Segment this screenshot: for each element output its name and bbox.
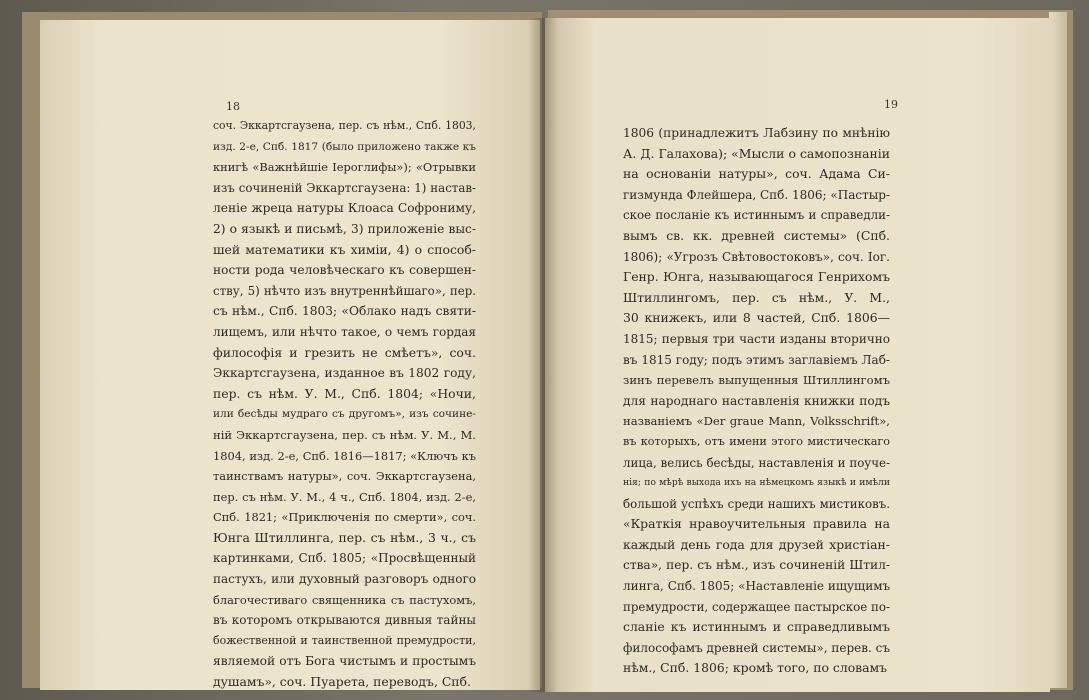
text-line: премудрости, содержащее пастырское по- [623, 599, 890, 614]
text-line: ское посланіе къ истиннымъ и справедли- [623, 208, 890, 223]
text-line: на основаніи натуры», соч. Адама Си- [623, 166, 890, 182]
text-line: Штиллингомъ, пер. съ нѣм., У. М., [623, 289, 890, 305]
right-page-text [623, 123, 890, 679]
text-line: благочестиваго священника съ пастухомъ, [213, 592, 476, 607]
text-line: каждый день года для друзей христіан- [623, 536, 890, 552]
text-line: являемой отъ Бога чистымъ и простымъ [213, 654, 476, 669]
text-line: таинствамъ натуры», соч. Эккартсгаузена, [213, 469, 476, 484]
text-line: шей математики къ химіи, 4) о способ- [213, 241, 476, 257]
text-line: изъ сочиненій Эккартсгаузена: 1) настав- [213, 180, 476, 195]
text-line: для народнаго наставленія книжки подъ [623, 393, 890, 408]
text-line: съ нѣм., Спб. 1803; «Облако надъ святи- [213, 304, 476, 319]
text-line: въ которыхъ, отъ имени этого мистическаго [623, 434, 890, 448]
text-line: Генр. Юнга, называющагося Генрихомъ [623, 269, 890, 285]
text-line: 30 книжекъ, или 8 частей, Спб. 1806— [623, 310, 890, 326]
text-line: А. Д. Галахова); «Мысли о самопознаніи [623, 145, 890, 161]
text-line: философамъ древней системы», перев. съ [623, 640, 891, 655]
text-line: нія; по мѣрѣ выхода ихъ на нѣмецкомъ языкѣ и имѣли [623, 477, 890, 489]
text-line: ству, 5) нѣчто изъ внутреннѣйшаго», пер. [213, 283, 476, 298]
text-line: 1806); «Угрозъ Свѣтовостоковъ», соч. Іог. [623, 249, 890, 264]
text-line: 1815; первыя три части изданы вторично [623, 331, 890, 346]
text-line: 1806 (принадлежитъ Лабзину по мнѣнію [623, 126, 890, 140]
text-line: картинками, Спб. 1805; «Просвѣщенный [213, 551, 476, 566]
text-line: ства», пер. съ нѣм., изъ сочиненій Штил- [623, 558, 890, 573]
text-line: Юнга Штиллинга, пер. съ нѣм., 3 ч., съ [213, 529, 476, 545]
right-page-number: 19 [884, 98, 898, 111]
text-line: пер. съ нѣм. У. М., 4 ч., Спб. 1804, изд. 2-е, [213, 489, 476, 504]
text-line: пастухъ, или духовный разговоръ одного [213, 572, 476, 587]
text-line: душамъ», соч. Пуарета, переводъ, Спб. [213, 674, 471, 690]
text-line: зинъ перевелъ выпущенныя Штиллингомъ [623, 373, 890, 388]
text-line: пер. съ нѣм. У. М., Спб. 1804; «Ночи, [213, 385, 476, 401]
left-page-number: 18 [226, 100, 240, 113]
text-line: лищемъ, или нѣчто такое, о чемъ гордая [213, 324, 476, 339]
text-line: линга, Спб. 1805; «Наставленіе ищущимъ [623, 579, 891, 594]
text-line: ности рода человѣческаго къ совершен- [213, 263, 476, 278]
text-line: названіемъ «Der graue Mann, Volksschrift», [623, 414, 890, 429]
page-edges [1049, 12, 1067, 688]
left-page-text [213, 116, 476, 693]
text-line: или бесѣды мудраго съ другомъ», изъ сочине- [213, 408, 476, 421]
text-line: 2) о языкѣ и письмѣ, 3) приложеніе выс- [213, 221, 476, 236]
text-line: божественной и таинственной премудрости, [213, 633, 476, 647]
text-line: Спб. 1821; «Приключенія по смерти», соч. [213, 510, 476, 525]
text-line: въ которомъ открываются дивныя тайны [213, 613, 476, 628]
text-line: леніе жреца натуры Клоаса Софрониму, [213, 201, 476, 216]
text-line: большой успѣхъ среди нашихъ мистиковъ. [623, 496, 890, 511]
book-spine [528, 18, 558, 692]
text-line: лица, велись бесѣды, наставленія и поуче- [623, 455, 890, 470]
text-line: гизмунда Флейшера, Спб. 1806; «Пастыр- [623, 187, 891, 202]
text-line: изд. 2-е, Спб. 1817 (было приложено также къ [213, 140, 476, 153]
text-line: ній Эккартсгаузена, пер. съ нѣм. У. М., М. [213, 427, 476, 442]
text-line: нѣм., Спб. 1806; кромѣ того, по словамъ [623, 660, 888, 676]
text-line: 1804, изд. 2-е, Спб. 1816—1817; «Ключъ къ [213, 448, 476, 463]
text-line: книгѣ «Важнѣйшіе Іероглифы»); «Отрывки [213, 160, 476, 175]
text-line: сланіе къ истиннымъ и справедливымъ [623, 619, 890, 635]
text-line: «Краткія нравоучительныя правила на [623, 516, 890, 532]
text-line: въ 1815 году; подъ этимъ заглавіемъ Лаб- [623, 352, 890, 367]
text-line: Эккартсгаузена, изданное въ 1802 году, [213, 366, 476, 381]
text-line: философія и грезить не смѣетъ», соч. [213, 344, 476, 360]
text-line: вымъ св. кк. древней системы» (Спб. [623, 227, 890, 243]
text-line: соч. Эккартсгаузена, пер. съ нѣм., Спб. 1803, [213, 119, 476, 132]
